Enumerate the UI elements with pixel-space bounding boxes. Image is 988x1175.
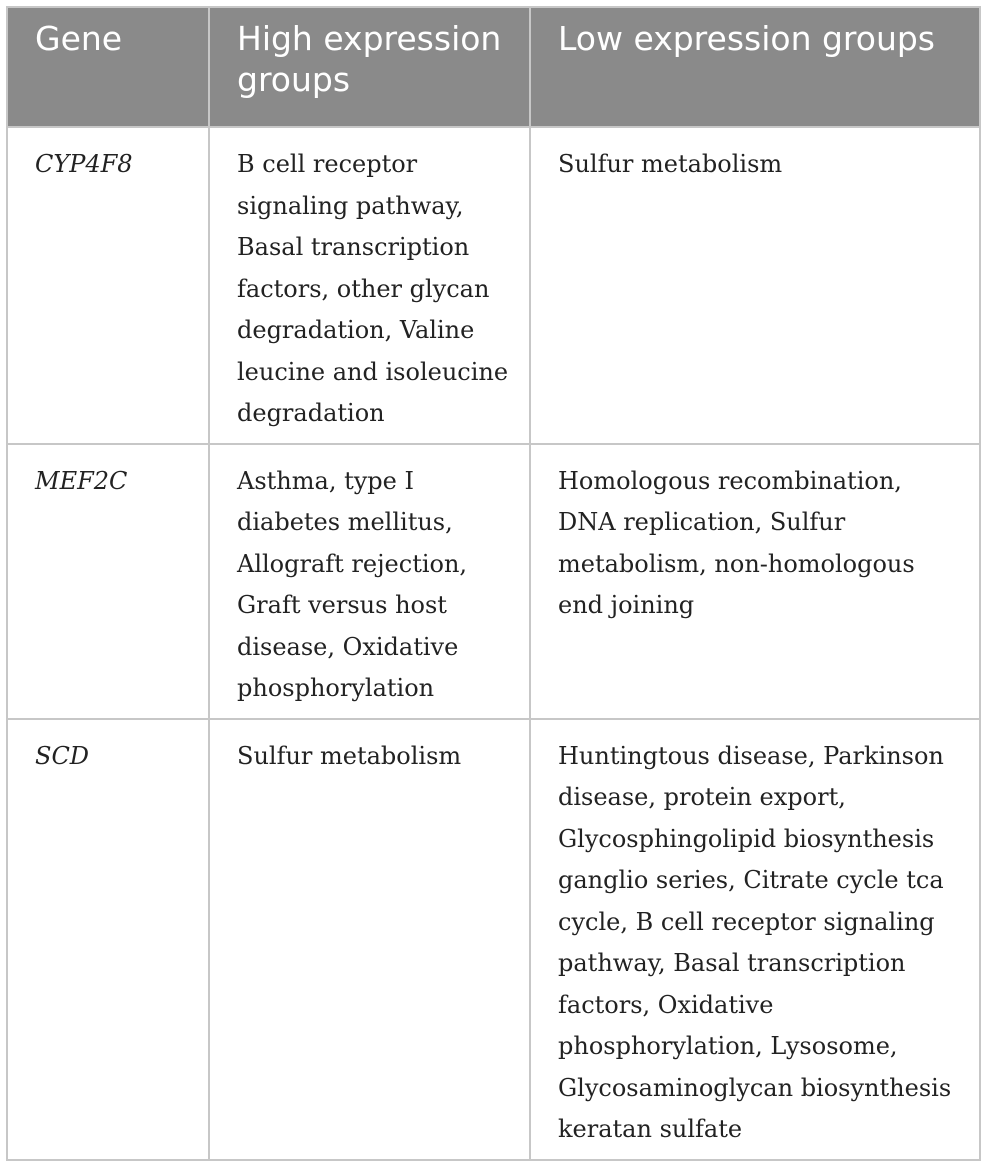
high-expression-cell: B cell receptor signaling pathway, Basal transcription factors, other glycan degradation, Valine leucine and isoleucine degradation [209,127,530,444]
high-expression-cell: Sulfur metabolism [209,719,530,1160]
gene-cell: MEF2C [7,444,209,719]
low-expression-cell: Huntingtous disease, Parkinson disease, protein export, Glycosphingolipid biosynthesis ganglio series, Citrate cycle tca cycle, B cell receptor signaling pathway, Basal transcription factors, Oxidative phosphorylation, Lysosome, Glycosaminoglycan biosynthesis keratan sulfate [530,719,980,1160]
header-gene: Gene [7,7,209,127]
low-expression-cell: Homologous recombination, DNA replication, Sulfur metabolism, non-homologous end joining [530,444,980,719]
table-body [7,127,980,1160]
low-expression-cell: Sulfur metabolism [530,127,980,444]
gene-cell: CYP4F8 [7,127,209,444]
table-header [7,7,980,127]
header-row [7,7,980,127]
gene-pathway-table [6,6,981,1161]
high-expression-cell: Asthma, type I diabetes mellitus, Allograft rejection, Graft versus host disease, Oxidative phosphorylation [209,444,530,719]
header-low-expression: Low expression groups [530,7,980,127]
table-row [7,719,980,1160]
gene-cell: SCD [7,719,209,1160]
header-high-expression: High expression groups [209,7,530,127]
table-row [7,444,980,719]
table-row [7,127,980,444]
